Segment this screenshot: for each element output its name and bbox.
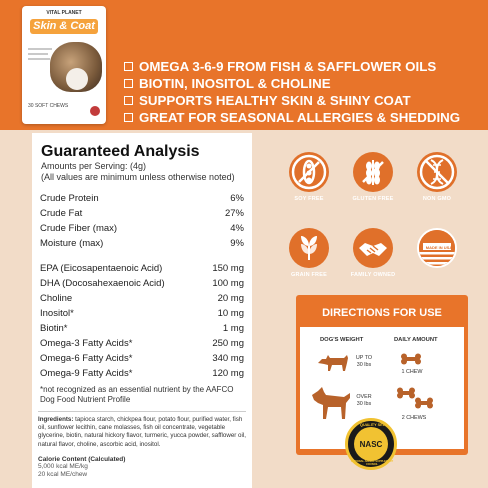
amount-header: DAILY AMOUNT xyxy=(394,337,438,343)
nutrient-value: 250 mg xyxy=(212,338,244,349)
nutrient-value: 6% xyxy=(230,193,244,204)
ingredients-label: Ingredients: xyxy=(38,416,74,423)
badge-family-owned xyxy=(347,228,399,278)
table-row xyxy=(40,351,244,366)
bag-count: 30 SOFT CHEWS xyxy=(28,103,69,109)
bag-text-line xyxy=(28,58,50,60)
table-row xyxy=(40,276,244,291)
weight-over-30: OVER 30 lbs xyxy=(356,394,372,407)
chew-bones-icon xyxy=(396,387,436,409)
nutrient-name: Omega-6 Fatty Acids* xyxy=(40,353,133,364)
ingredients xyxy=(38,416,246,449)
footnote: *not recognized as an essential nutrient by the AAFCO Dog Food Nutrient Profile xyxy=(40,385,234,404)
nutrient-name: Omega-9 Fatty Acids* xyxy=(40,368,133,379)
nutrient-value: 340 mg xyxy=(212,353,244,364)
calorie-per-chew: 20 kcal ME/chew xyxy=(38,470,88,478)
checkbox-square-icon xyxy=(124,79,133,88)
usa-flag-icon xyxy=(417,228,457,268)
nutrient-value: 100 mg xyxy=(212,278,244,289)
nutrient-value: 150 mg xyxy=(212,263,244,274)
soy-free-icon xyxy=(289,152,329,192)
benefit-item xyxy=(124,92,460,109)
badge-label: GRAIN FREE xyxy=(291,272,327,278)
nutrient-name: Crude Fat xyxy=(40,208,83,219)
seal-top-text: QUALITY SEAL xyxy=(360,423,388,427)
analysis-title: Guaranteed Analysis xyxy=(41,143,200,160)
nutrient-value: 10 mg xyxy=(217,308,244,319)
table-row xyxy=(40,306,244,321)
analysis-table-actives xyxy=(40,261,244,381)
badge-made-in-usa xyxy=(411,228,463,268)
gluten-free-icon xyxy=(353,152,393,192)
analysis-basis: (All values are minimum unless otherwise noted) xyxy=(41,172,235,182)
bag-text-line xyxy=(28,53,48,55)
table-row xyxy=(40,236,244,251)
nutrient-name: Biotin* xyxy=(40,323,68,334)
bag-badge-icon xyxy=(90,106,100,116)
badge-label: SOY FREE xyxy=(294,196,324,202)
nutrient-name: EPA (Eicosapentaenoic Acid) xyxy=(40,263,163,274)
table-row xyxy=(40,321,244,336)
benefit-item xyxy=(124,75,460,92)
nutrient-value: 120 mg xyxy=(212,368,244,379)
nutrient-name: Omega-3 Fatty Acids* xyxy=(40,338,133,349)
nutrient-value: 9% xyxy=(230,238,244,249)
amount-1-chew: 1 CHEW xyxy=(401,369,423,375)
weight-header: DOG'S WEIGHT xyxy=(320,337,364,343)
bag-text-line xyxy=(28,48,52,50)
calorie-per-kg: 5,000 kcal ME/kg xyxy=(38,462,88,470)
seal-center-text: NASC xyxy=(354,427,388,461)
nutrient-name: DHA (Docosahexaenoic Acid) xyxy=(40,278,165,289)
table-row xyxy=(40,336,244,351)
nutrient-value: 4% xyxy=(230,223,244,234)
ingredients-text: tapioca starch, chickpea flour, potato flour, purified water, fish oil, sunflower lecithin, cane molasses, fish oil concentrate, vegetable glycerine, biotin, natural hickory flavor, turmeric, yucca powder, safflower oil, natural flavor, choline, ascorbic acid, inositol. xyxy=(38,416,246,448)
checkbox-square-icon xyxy=(124,96,133,105)
usa-badge-text: MADE IN USA xyxy=(425,245,453,250)
dog-photo-chest xyxy=(66,68,88,90)
weight-up-to-30: UP TO 30 lbs xyxy=(355,355,373,368)
benefit-text: SUPPORTS HEALTHY SKIN & SHINY COAT xyxy=(139,93,411,108)
nutrient-name: Crude Protein xyxy=(40,193,99,204)
table-row xyxy=(40,221,244,236)
badge-grain-free xyxy=(283,228,335,278)
seal-bottom-text: NATIONAL ANIMAL SUPPLEMENT COUNCIL xyxy=(350,460,394,466)
nasc-quality-seal xyxy=(345,418,397,470)
nutrient-name: Crude Fiber (max) xyxy=(40,223,118,234)
serving-size: Amounts per Serving: (4g) xyxy=(41,161,147,171)
badge-label: NON GMO xyxy=(422,196,452,202)
benefit-item xyxy=(124,58,460,75)
hero-banner xyxy=(0,0,488,130)
badge-label: FAMILY OWNED xyxy=(350,272,396,278)
nutrient-value: 1 mg xyxy=(222,323,244,334)
table-row xyxy=(40,291,244,306)
badge-soy-free xyxy=(283,152,335,202)
nutrient-name: Moisture (max) xyxy=(40,238,104,249)
table-row xyxy=(40,206,244,221)
grain-free-icon xyxy=(289,228,329,268)
badge-gluten-free xyxy=(347,152,399,202)
nutrient-value: 27% xyxy=(224,208,244,219)
benefit-item xyxy=(124,109,460,126)
calorie-title: Calorie Content (Calculated) xyxy=(38,455,126,463)
handshake-icon xyxy=(353,228,393,268)
non-gmo-icon xyxy=(417,152,457,192)
guaranteed-analysis-panel xyxy=(32,133,252,488)
nutrient-value: 20 mg xyxy=(217,293,244,304)
chew-bone-icon xyxy=(400,353,422,365)
amount-2-chews: 2 CHEWS xyxy=(401,415,427,421)
checkbox-square-icon xyxy=(124,62,133,71)
table-row xyxy=(40,191,244,206)
table-row xyxy=(40,366,244,381)
badge-non-gmo xyxy=(411,152,463,202)
divider xyxy=(38,411,246,412)
nutrient-name: Choline xyxy=(40,293,73,304)
bag-brand: VITAL PLANET xyxy=(46,10,82,16)
benefit-text: BIOTIN, INOSITOL & CHOLINE xyxy=(139,76,331,91)
checkbox-square-icon xyxy=(124,113,133,122)
table-row xyxy=(40,261,244,276)
product-bag-image xyxy=(22,6,106,124)
badge-label: GLUTEN FREE xyxy=(352,196,394,202)
nutrient-name: Inositol* xyxy=(40,308,74,319)
small-dog-icon xyxy=(314,349,352,379)
bag-product-name: Skin & Coat xyxy=(30,19,98,34)
benefit-text: OMEGA 3-6-9 FROM FISH & SAFFLOWER OILS xyxy=(139,59,437,74)
analysis-table-main xyxy=(40,191,244,251)
directions-title: DIRECTIONS FOR USE xyxy=(322,307,442,319)
benefit-text: GREAT FOR SEASONAL ALLERGIES & SHEDDING xyxy=(139,110,461,125)
large-dog-icon xyxy=(308,385,354,427)
benefit-list xyxy=(124,58,460,126)
